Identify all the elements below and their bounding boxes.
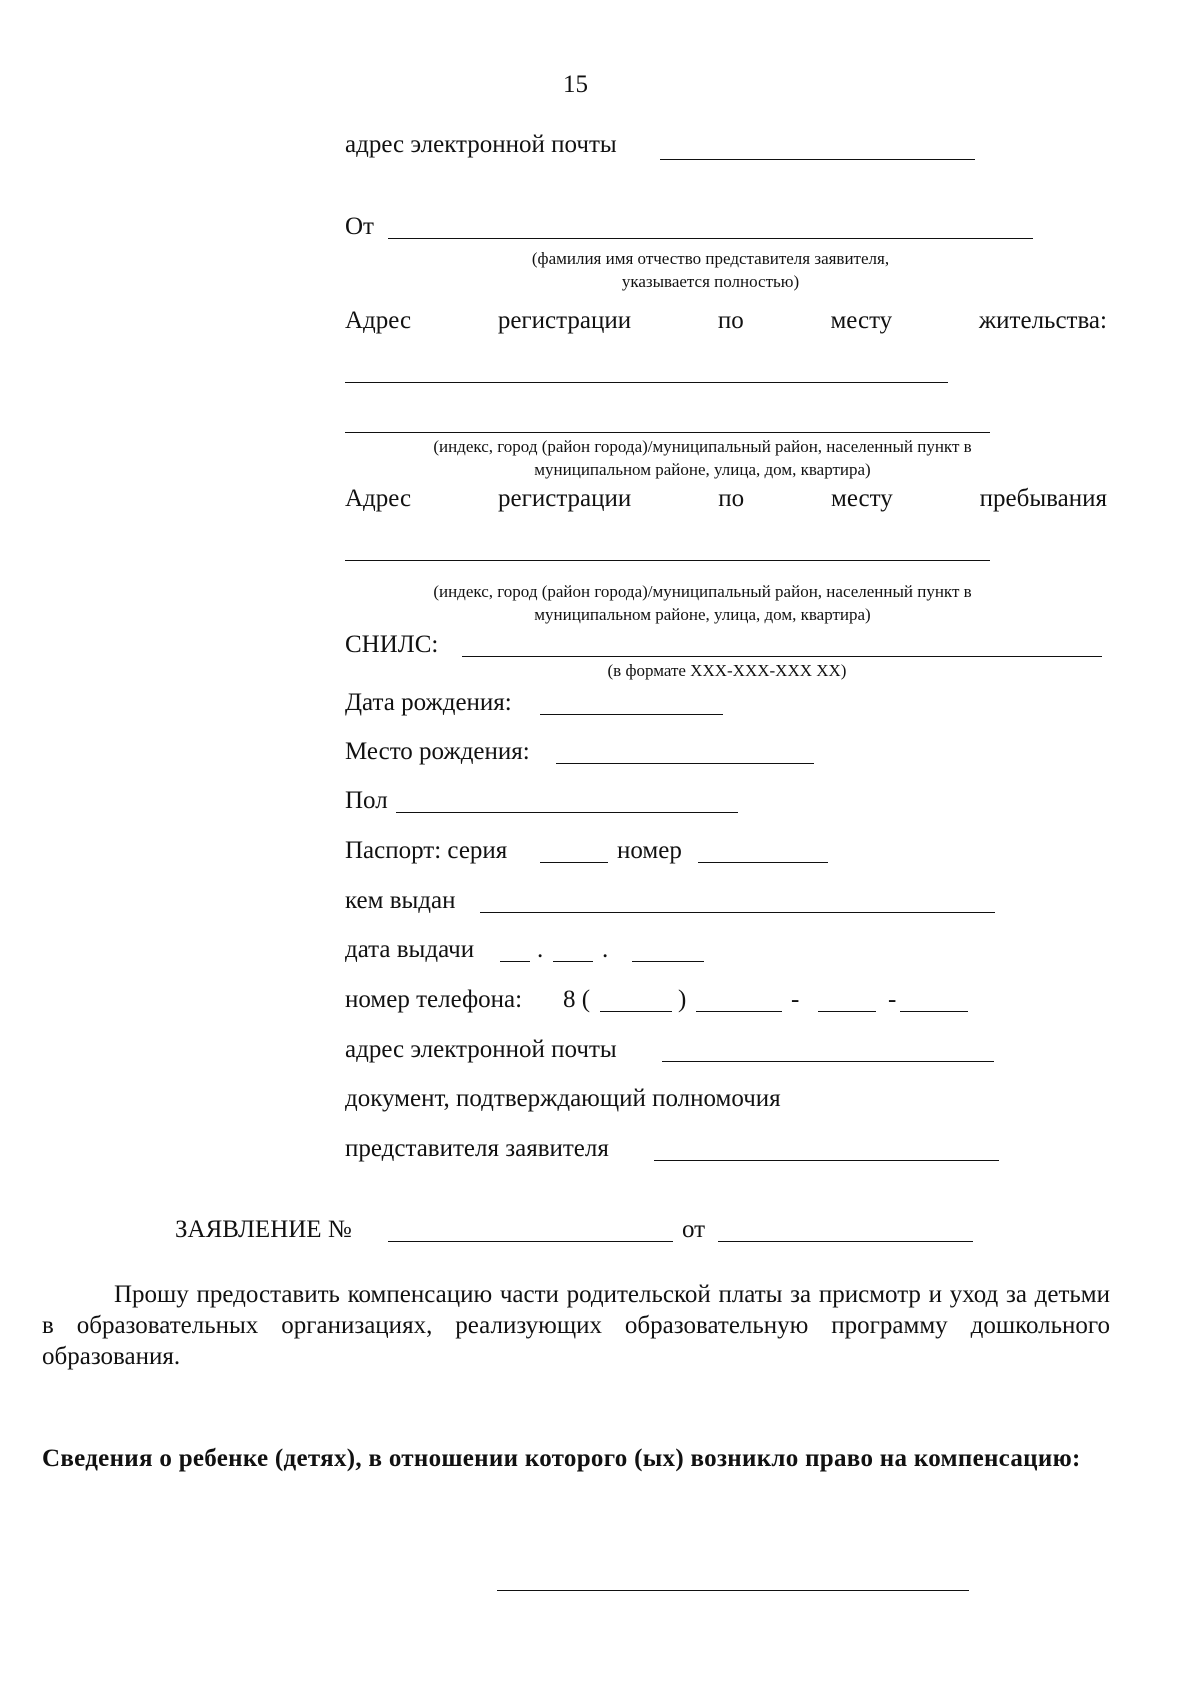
issue-month-field[interactable] [553,961,593,962]
sex-field[interactable] [396,812,738,813]
bottom-field[interactable] [497,1590,969,1591]
snils-caption: (в формате XXX-XXX-XXX XX) [607,661,847,680]
registration-residence-label [345,306,1107,336]
issue-date-separator: . [602,936,609,963]
phone-prefix: 8 ( [563,986,591,1013]
from-caption-2: указывается полностью) [621,272,800,291]
birth-date-label: Дата рождения: [345,689,512,716]
page-number: 15 [563,71,588,98]
phone-part-1-field[interactable] [696,1011,782,1012]
authority-doc-field[interactable] [654,1160,999,1161]
phone-part-2-field[interactable] [818,1011,876,1012]
residence-address-caption-2: муниципальном районе, улица, дом, квартира) [534,460,871,479]
reg-stay-word: регистрации [498,485,632,512]
residence-address-field-1[interactable] [345,382,948,383]
stay-address-caption-1: (индекс, город (район города)/муниципальный район, населенный пункт в [433,582,972,601]
from-label: От [345,213,374,240]
passport-number-field[interactable] [698,862,828,863]
reg-stay-word: Адрес [345,485,412,512]
phone-label: номер телефона: [345,986,523,1013]
reg-stay-word: по [718,485,745,512]
reg-residence-word: по [717,307,744,334]
from-field[interactable] [388,238,1033,239]
from-caption-1: (фамилия имя отчество представителя заявителя, [531,249,890,268]
authority-doc-label-1: документ, подтверждающий полномочия [345,1085,781,1112]
authority-doc-label-2: представителя заявителя [345,1135,609,1162]
issue-date-label: дата выдачи [345,936,475,963]
passport-series-field[interactable] [540,862,608,863]
statement-date-field[interactable] [718,1241,973,1242]
reg-residence-word: регистрации [497,307,632,334]
birth-date-field[interactable] [540,714,723,715]
request-paragraph: Прошу предоставить компенсацию части родительской платы за присмотр и уход за детьми в образовательных организациях, реализующих образовательную программу дошкольного образования. [42,1281,1110,1370]
stay-address-caption-2: муниципальном районе, улица, дом, квартира) [534,605,871,624]
reg-stay-word: пребывания [979,485,1107,512]
reg-residence-word: жительства: [978,307,1107,334]
passport-number-label: номер [617,837,682,864]
reg-stay-word: месту [831,485,893,512]
passport-series-label: Паспорт: серия [345,837,508,864]
email-label: адрес электронной почты [345,1036,617,1063]
snils-label: СНИЛС: [345,631,439,658]
issued-by-label: кем выдан [345,887,456,914]
residence-address-caption-1: (индекс, город (район города)/муниципальный район, населенный пункт в [433,437,972,456]
residence-address-field-2[interactable] [345,432,990,433]
stay-address-field[interactable] [345,560,990,561]
phone-dash: - [791,986,800,1013]
top-email-field[interactable] [660,159,975,160]
phone-code-field[interactable] [600,1011,672,1012]
issue-day-field[interactable] [500,961,530,962]
sex-label: Пол [345,787,388,814]
statement-label: ЗАЯВЛЕНИЕ № [175,1216,352,1243]
phone-close-paren: ) [678,986,687,1013]
reg-residence-word: Адрес [345,307,412,334]
birth-place-field[interactable] [556,763,814,764]
birth-place-label: Место рождения: [345,738,530,765]
statement-number-field[interactable] [388,1241,673,1242]
statement-from-label: от [682,1216,706,1243]
registration-stay-label [345,484,1107,514]
issue-date-separator: . [537,936,544,963]
email-field[interactable] [662,1061,994,1062]
issued-by-field[interactable] [480,912,995,913]
phone-part-3-field[interactable] [900,1011,968,1012]
child-info-heading: Сведения о ребенке (детях), в отношении которого (ых) возникло право на компенсацию: [42,1445,1081,1472]
reg-residence-word: месту [830,307,893,334]
issue-year-field[interactable] [632,961,704,962]
snils-field[interactable] [462,656,1102,657]
top-email-label: адрес электронной почты [345,131,617,158]
phone-dash: - [888,986,897,1013]
